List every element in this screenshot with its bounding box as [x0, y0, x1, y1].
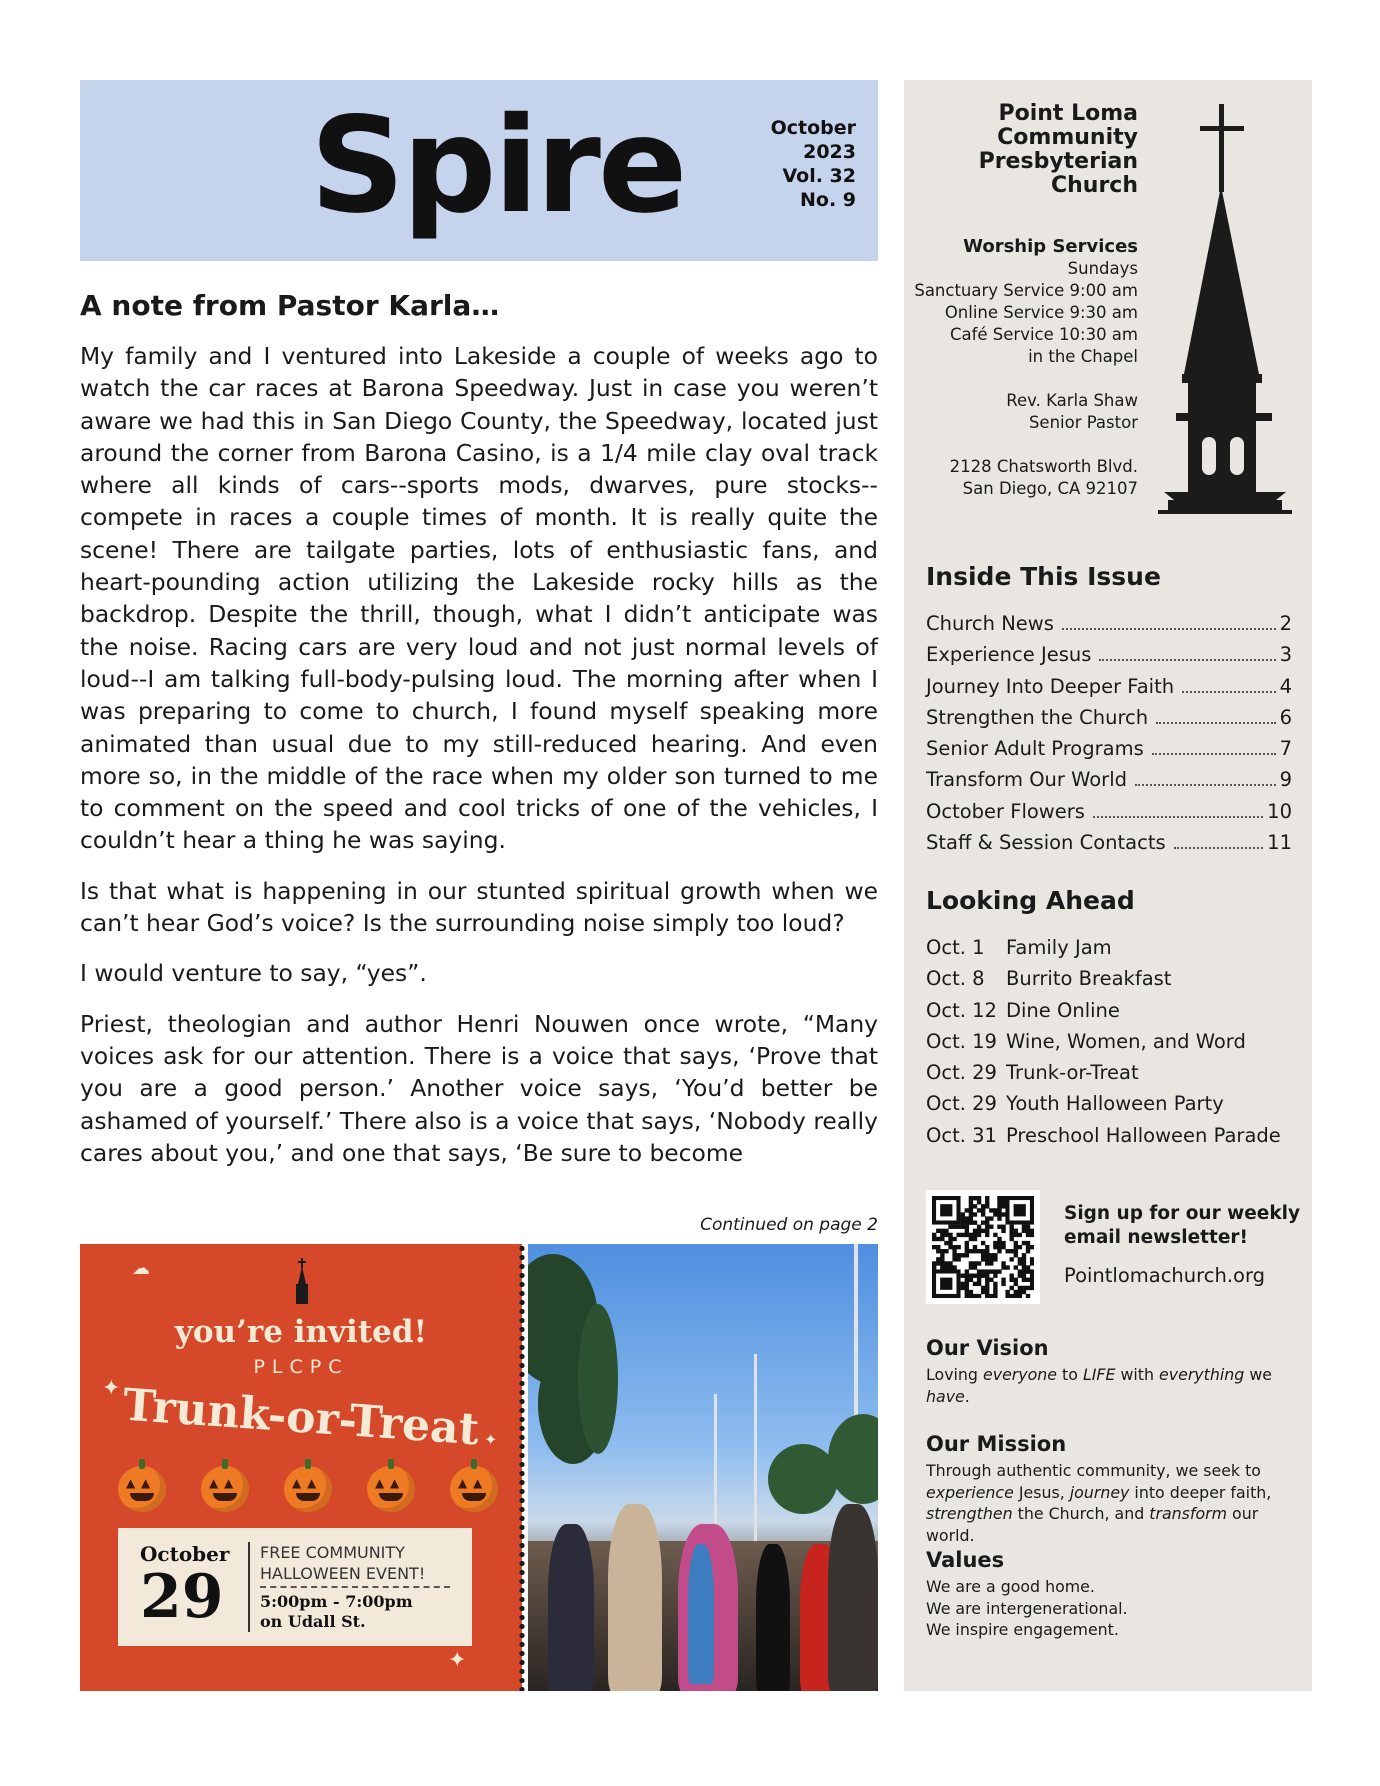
worship-heading: Worship Services: [963, 236, 1138, 257]
worship-line: Sanctuary Service 9:00 am: [914, 281, 1138, 300]
toc-item[interactable]: [926, 796, 1292, 827]
sparkle-icon: ✦: [484, 1430, 498, 1449]
website-link[interactable]: Pointlomachurch.org: [1064, 1264, 1265, 1287]
event-date: Oct. 8: [926, 967, 985, 991]
event-title: Burrito Breakfast: [1006, 967, 1172, 991]
toc-title: Inside This Issue: [926, 562, 1161, 591]
address-street: 2128 Chatsworth Blvd.: [949, 457, 1138, 476]
event-row: [926, 932, 1296, 963]
steeple-icon: [292, 1258, 312, 1304]
newsletter-signup: [1064, 1202, 1300, 1250]
worship-line: Sundays: [1067, 259, 1138, 278]
sparkle-icon: ✦: [102, 1376, 121, 1401]
qr-code[interactable]: [926, 1190, 1040, 1304]
steeple-icon: [1158, 104, 1292, 514]
toc-item-page: 3: [1279, 643, 1292, 667]
signup-line: Sign up for our weekly: [1064, 1203, 1301, 1224]
toc-item-page: 7: [1279, 737, 1292, 761]
event-photo: [528, 1244, 878, 1691]
event-date: Oct. 1: [926, 936, 985, 959]
event-row: [926, 1026, 1296, 1057]
toc-item-page: 4: [1279, 674, 1292, 698]
event-month: October: [140, 1542, 230, 1566]
values-title: Values: [926, 1548, 1005, 1572]
flyer-perforation: [516, 1244, 528, 1691]
sidebar: [904, 80, 1312, 1691]
issue-month: October: [770, 117, 856, 139]
worship-info: [914, 236, 1138, 500]
event-title: Wine, Women, and Word: [1006, 1029, 1246, 1053]
toc-item[interactable]: [926, 733, 1292, 764]
worship-line: in the Chapel: [1028, 347, 1138, 366]
toc-item-page: 11: [1267, 831, 1292, 855]
toc-item-label: Transform Our World: [926, 768, 1127, 792]
event-date: Oct. 19: [926, 1029, 997, 1053]
ticket-divider: [248, 1542, 250, 1632]
toc-item[interactable]: [926, 702, 1292, 733]
event-place-line: on Udall St.: [260, 1612, 366, 1631]
looking-ahead-title: Looking Ahead: [926, 886, 1135, 915]
event-title: Dine Online: [1006, 998, 1120, 1022]
issue-info: [771, 116, 856, 212]
toc-item-label: Senior Adult Programs: [926, 737, 1144, 761]
toc-item-page: 2: [1279, 612, 1292, 635]
event-title: Preschool Halloween Parade: [1006, 1123, 1281, 1147]
worship-line: Online Service 9:30 am: [944, 303, 1138, 322]
church-name: [979, 102, 1138, 198]
event-date: Oct. 29: [926, 1061, 997, 1085]
ghost-icon: ☁: [132, 1258, 150, 1279]
toc-item[interactable]: [926, 671, 1292, 702]
toc-item-page: 9: [1279, 768, 1292, 792]
trunk-or-treat-flyer: [80, 1244, 878, 1691]
flyer-panel: [80, 1244, 522, 1691]
article-paragraph: My family and I ventured into Lakeside a couple of weeks ago to watch the car races at Barona Speedway. Just in case you weren’t aware we had this in San Diego County, the Speedway, located just around the corner from Barona Casino, is a 1/4 mile clay oval track where all kinds of cars--sports mods, dwarves, pure stocks--compete in races a couple times of month. It is really quite the scene! There are tailgate parties, lots of enthusiastic fans, and heart-pounding action utilizing the Lakeside rocky hills as the backdrop. Despite the thrill, though, what I didn’t anticipate was the noise. Racing cars are very loud and not just normal levels of loud--I am talking full-body-pulsing loud. The morning after when I was preparing to come to church, I found myself speaking more animated than usual due to my still-reduced hearing. And even more so, in the middle of the race when my older son turned to me to comment on the speed and cool tricks of one of the vehicles, I couldn’t hear a thing he was saying.: [80, 342, 878, 855]
event-date: Oct. 12: [926, 998, 997, 1022]
article-paragraph: Priest, theologian and author Henri Nouwen once wrote, “Many voices ask for our attention. There is a voice that says, ‘Prove that you are a good person.’ Another voice says, ‘You’d better be ashamed of yourself.’ There also is a voice that says, ‘Nobody really cares about you,’ and one that says, ‘Be sure to become: [80, 1009, 878, 1167]
event-title: Youth Halloween Party: [1006, 1092, 1224, 1116]
pumpkin-row: [118, 1466, 498, 1512]
value-item: We are intergenerational.: [926, 1598, 1128, 1618]
pumpkin-icon: [284, 1466, 332, 1512]
qr-code-icon: [932, 1196, 1034, 1298]
event-row: [926, 963, 1296, 994]
pastor-title: Senior Pastor: [1028, 413, 1138, 432]
continued-note: Continued on page 2: [700, 1215, 878, 1235]
toc-item-label: Staff & Session Contacts: [926, 831, 1166, 855]
pumpkin-icon: [450, 1466, 498, 1512]
pumpkin-icon: [201, 1466, 249, 1512]
church-name-line: Church: [1050, 173, 1138, 198]
toc-item-label: Church News: [926, 612, 1054, 635]
looking-ahead-list: [926, 932, 1296, 1151]
vision-text: Loving everyone to LIFE with everything we have.: [926, 1365, 1272, 1406]
church-name-line: Presbyterian: [978, 149, 1138, 174]
masthead: [80, 80, 878, 261]
church-name-line: Community: [997, 125, 1138, 150]
issue-year: 2023: [803, 141, 856, 163]
value-item: We inspire engagement.: [926, 1620, 1119, 1640]
toc-item-label: October Flowers: [926, 799, 1085, 823]
article-heading: A note from Pastor Karla…: [80, 289, 500, 322]
value-item: We are a good home.: [926, 1577, 1095, 1596]
event-description: [260, 1542, 425, 1584]
toc-item[interactable]: [926, 639, 1292, 670]
address-city: San Diego, CA 92107: [962, 479, 1138, 498]
mission-text: Through authentic community, we seek to experience Jesus, journey into deeper faith, strengthen the Church, and transform our world.: [926, 1461, 1272, 1545]
toc-item-label: Strengthen the Church: [926, 705, 1149, 729]
sparkle-icon: ✦: [448, 1648, 467, 1673]
signup-line: email newsletter!: [1064, 1227, 1248, 1248]
pastor-name: Rev. Karla Shaw: [1006, 391, 1138, 410]
toc-item-page: 6: [1279, 705, 1292, 729]
worship-line: Café Service 10:30 am: [949, 325, 1138, 344]
toc-item[interactable]: [926, 608, 1292, 639]
issue-volume: Vol. 32: [782, 165, 856, 187]
article-paragraph: I would venture to say, “yes”.: [80, 959, 427, 988]
event-date: Oct. 29: [926, 1092, 997, 1116]
event-description-line: HALLOWEEN EVENT!: [260, 1564, 426, 1583]
event-row: [926, 1057, 1296, 1088]
event-row: [926, 1088, 1296, 1119]
newsletter-title: Spire: [310, 89, 685, 243]
event-time: [260, 1592, 413, 1632]
article-paragraph: Is that what is happening in our stunted spiritual growth when we can’t hear God’s voice? Is the surrounding noise simply too loud?: [80, 876, 878, 938]
pumpkin-icon: [118, 1466, 166, 1512]
table-of-contents: [926, 608, 1292, 858]
event-name: Trunk-or-Treat: [121, 1379, 481, 1456]
event-title: Family Jam: [1006, 936, 1112, 959]
values-list: [926, 1576, 1286, 1641]
issue-number: No. 9: [799, 189, 856, 211]
toc-item[interactable]: [926, 827, 1292, 858]
church-name-line: Point Loma: [998, 101, 1138, 126]
pumpkin-icon: [367, 1466, 415, 1512]
pastor-note-article: [80, 286, 878, 1187]
event-day: 29: [140, 1562, 224, 1632]
event-ticket: [118, 1528, 472, 1646]
mission-title: Our Mission: [926, 1432, 1067, 1456]
invited-text: you’re invited!: [174, 1314, 428, 1350]
toc-item-page: 10: [1267, 799, 1292, 823]
event-date: Oct. 31: [926, 1123, 997, 1147]
event-description-line: FREE COMMUNITY: [260, 1543, 405, 1562]
event-time-line: 5:00pm - 7:00pm: [260, 1592, 413, 1611]
org-text: PLCPC: [253, 1356, 349, 1378]
toc-item-label: Experience Jesus: [926, 643, 1092, 667]
event-row: [926, 1120, 1296, 1151]
toc-item-label: Journey Into Deeper Faith: [926, 674, 1175, 698]
ticket-dash: [260, 1586, 450, 1588]
toc-item[interactable]: [926, 764, 1292, 795]
event-row: [926, 995, 1296, 1026]
event-title: Trunk-or-Treat: [1006, 1061, 1139, 1085]
vision-title: Our Vision: [926, 1336, 1049, 1360]
